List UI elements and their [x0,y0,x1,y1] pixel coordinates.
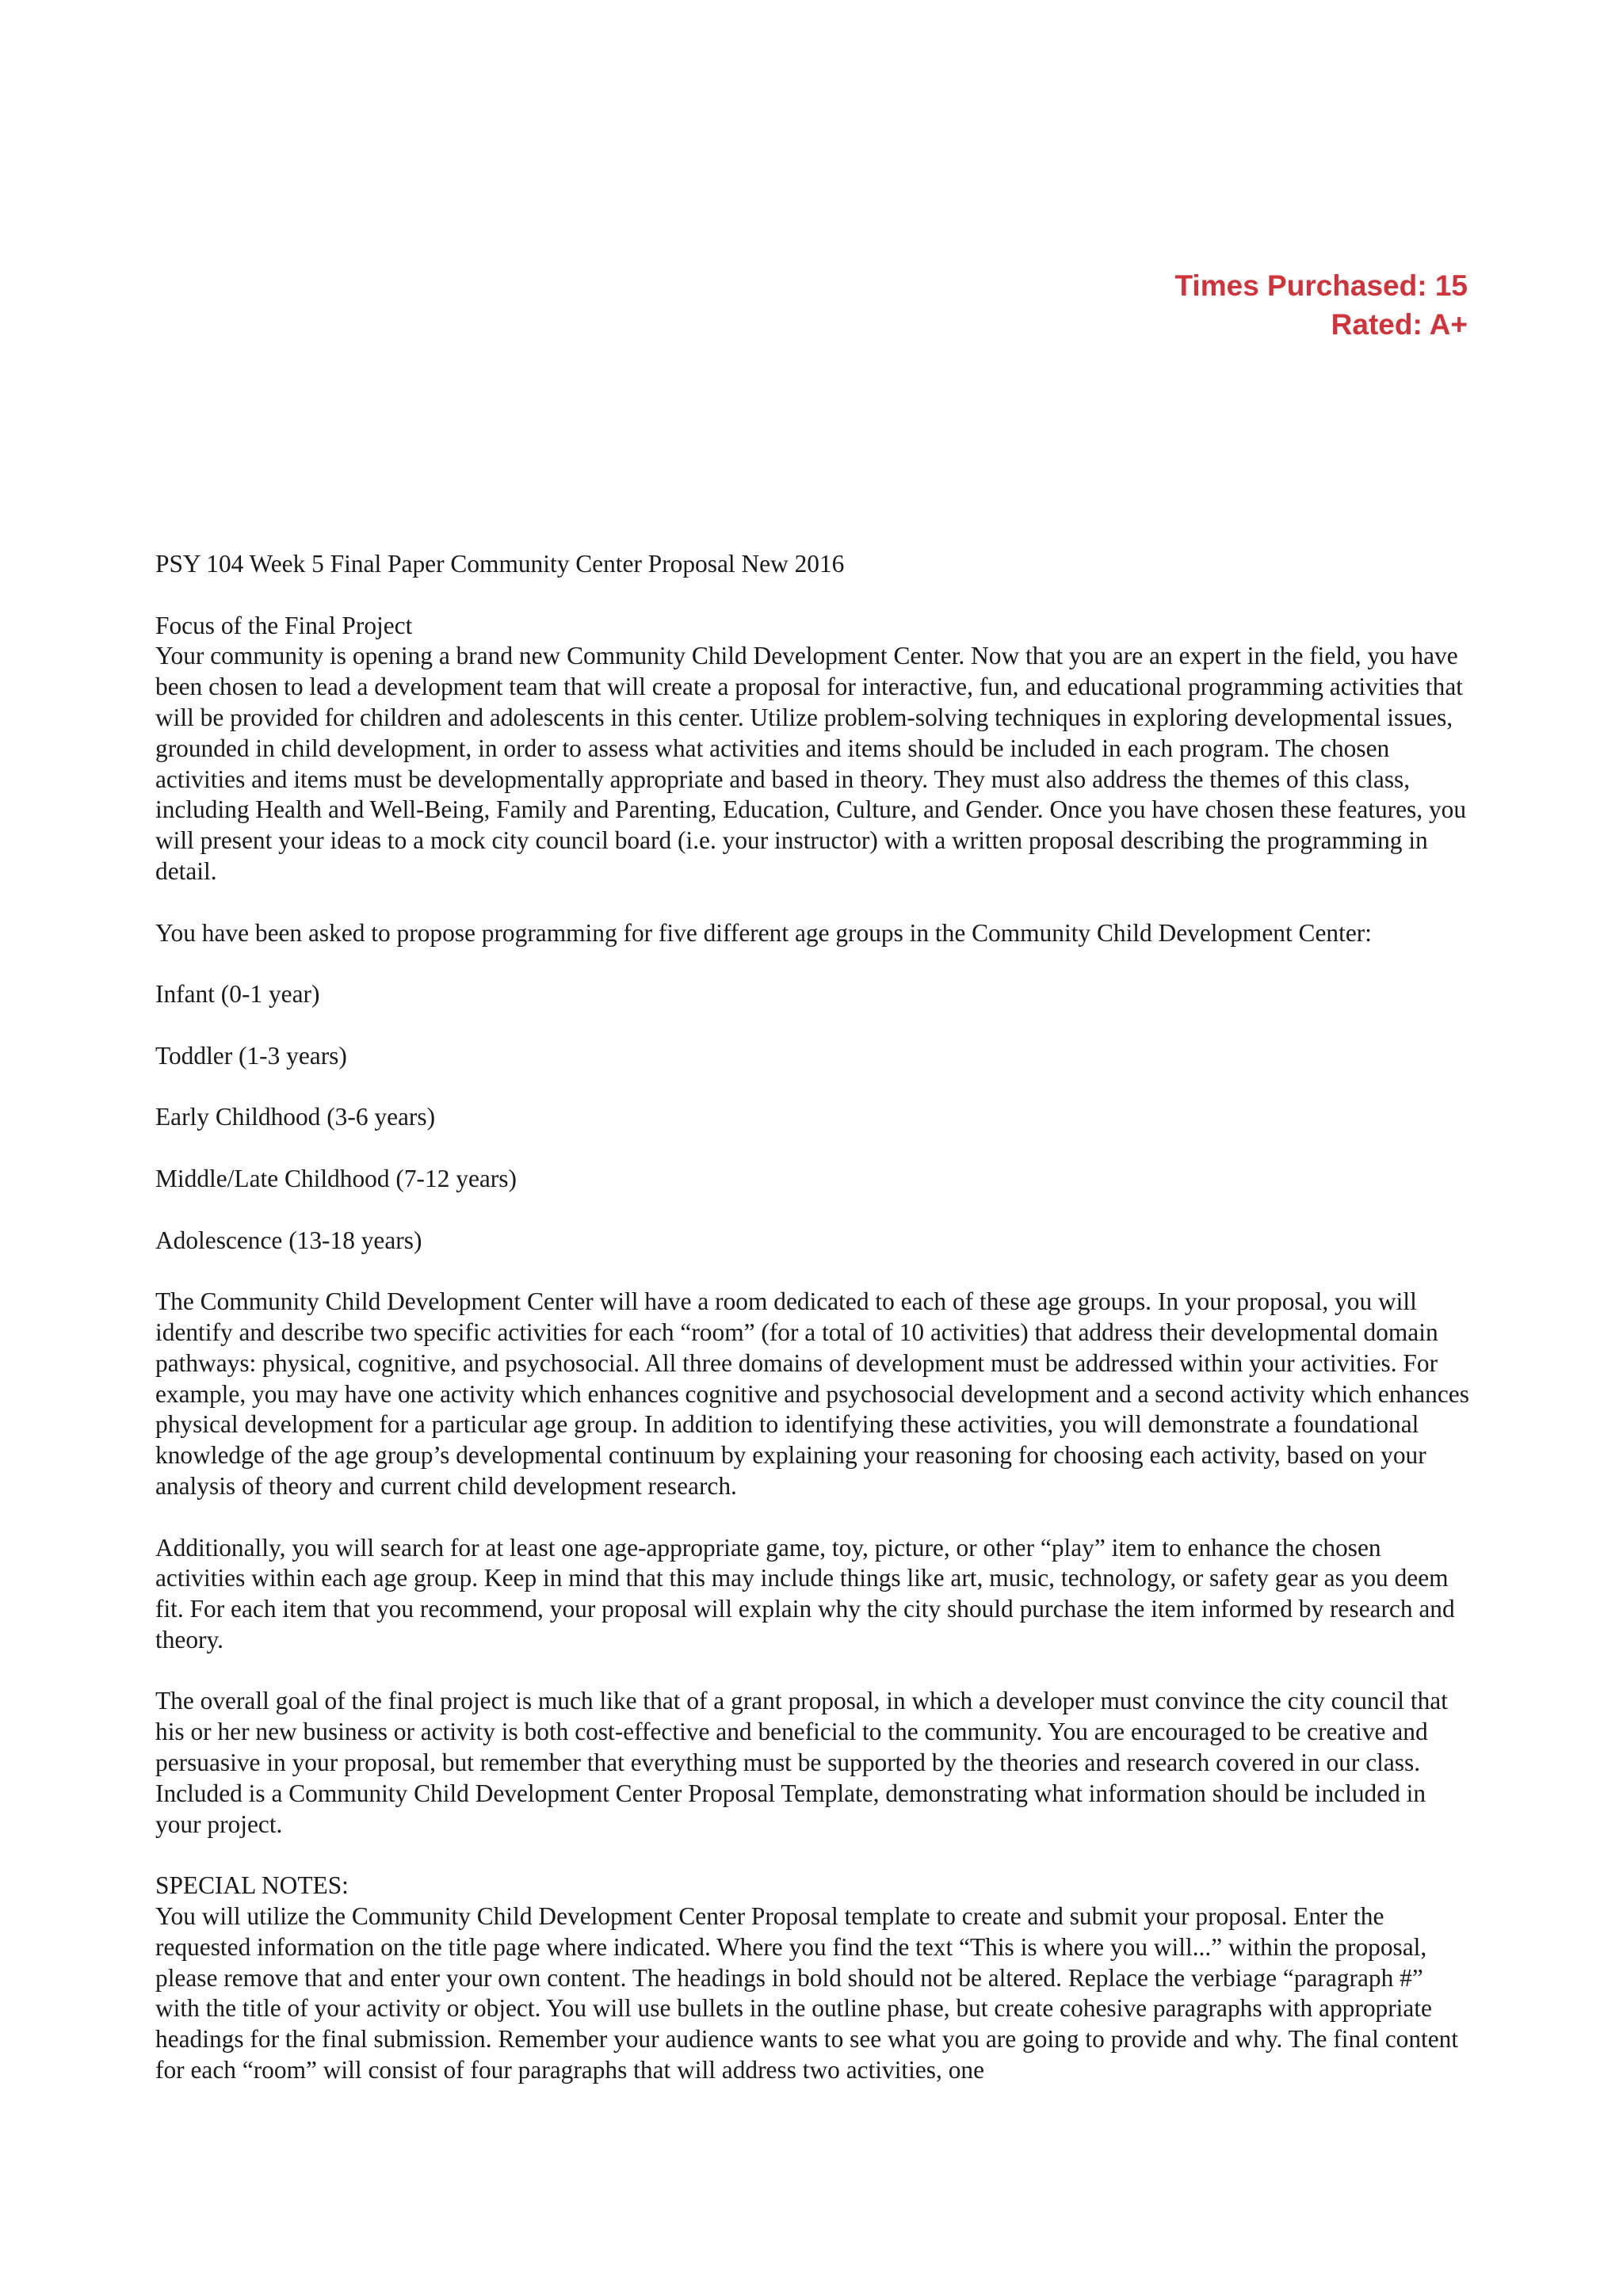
focus-heading: Focus of the Final Project [155,611,413,639]
focus-section [155,611,1471,887]
rating-label: Rated: A+ [1331,308,1468,341]
purchase-stamp [1175,266,1468,344]
document-title: PSY 104 Week 5 Final Paper Community Center Proposal New 2016 [155,550,845,578]
age-group-item: Early Childhood (3-6 years) [155,1103,436,1131]
special-notes-body: You will utilize the Community Child Development Center Proposal template to create and submit your proposal. Enter the requested information on the title page where indicated. Where you find the text “This is where you will...” within the proposal, please remove that and enter your own content. The headings in bold should not be altered. Replace the verbiage “paragraph #” with the title of your activity or object. You will use bullets in the outline phase, but create cohesive paragraphs with appropriate headings for the final submission. Remember your audience wants to see what you are going to provide and why. The final content for each “room” will consist of four paragraphs that will address two activities, one [155,1902,1459,2084]
special-notes-section [155,1871,1471,2086]
times-purchased-label: Times Purchased: 15 [1174,269,1468,302]
age-groups-intro: You have been asked to propose programming for five different age groups in the Community Child Development Center: [155,918,1372,947]
document-body [155,549,1471,2117]
age-group-item: Toddler (1-3 years) [155,1041,347,1070]
goal-paragraph: The overall goal of the final project is much like that of a grant proposal, in which a developer must convince the city council that his or her new business or activity is both cost-effective and beneficial to the community. You are encouraged to be creative and persuasive in your proposal, but remember that everything must be supported by the theories and research covered in our class. Included is a Community Child Development Center Proposal Template, demonstrating what information should be included in your project. [155,1687,1448,1838]
special-notes-heading: SPECIAL NOTES: [155,1871,349,1900]
items-paragraph: Additionally, you will search for at least one age-appropriate game, toy, picture, or other “play” item to enhance the chosen activities within each age group. Keep in mind that this may include things like art, music, technology, or safety gear as you deem fit. For each item that you recommend, your proposal will explain why the city should purchase the item informed by research and theory. [155,1533,1455,1653]
focus-body: Your community is opening a brand new Community Child Development Center. Now that you are an expert in the field, you have been chosen to lead a development team that will create a proposal for interactive, fun, and educational programming activities that will be provided for children and adolescents in this center. Utilize problem-solving techniques in exploring developmental issues, grounded in child development, in order to assess what activities and items should be included in each program. The chosen activities and items must be developmentally appropriate and based in theory. They must also address the themes of this class, including Health and Well-Being, Family and Parenting, Education, Culture, and Gender. Once you have chosen these features, you will present your ideas to a mock city council board (i.e. your instructor) with a written proposal describing the programming in detail. [155,642,1467,885]
age-group-item: Middle/Late Childhood (7-12 years) [155,1164,517,1192]
age-group-item: Adolescence (13-18 years) [155,1226,422,1254]
rooms-paragraph: The Community Child Development Center will have a room dedicated to each of these age groups. In your proposal, you will identify and describe two specific activities for each “room” (for a total of 10 activities) that address their developmental domain pathways: physical, cognitive, and psychosocial. All three domains of development must be addressed within your activities. For example, you may have one activity which enhances cognitive and psychosocial development and a second activity which enhances physical development for a particular age group. In addition to identifying these activities, you will demonstrate a foundational knowledge of the age group’s developmental continuum by explaining your reasoning for choosing each activity, based on your analysis of theory and current child development research. [155,1287,1469,1500]
age-group-item: Infant (0-1 year) [155,980,320,1009]
